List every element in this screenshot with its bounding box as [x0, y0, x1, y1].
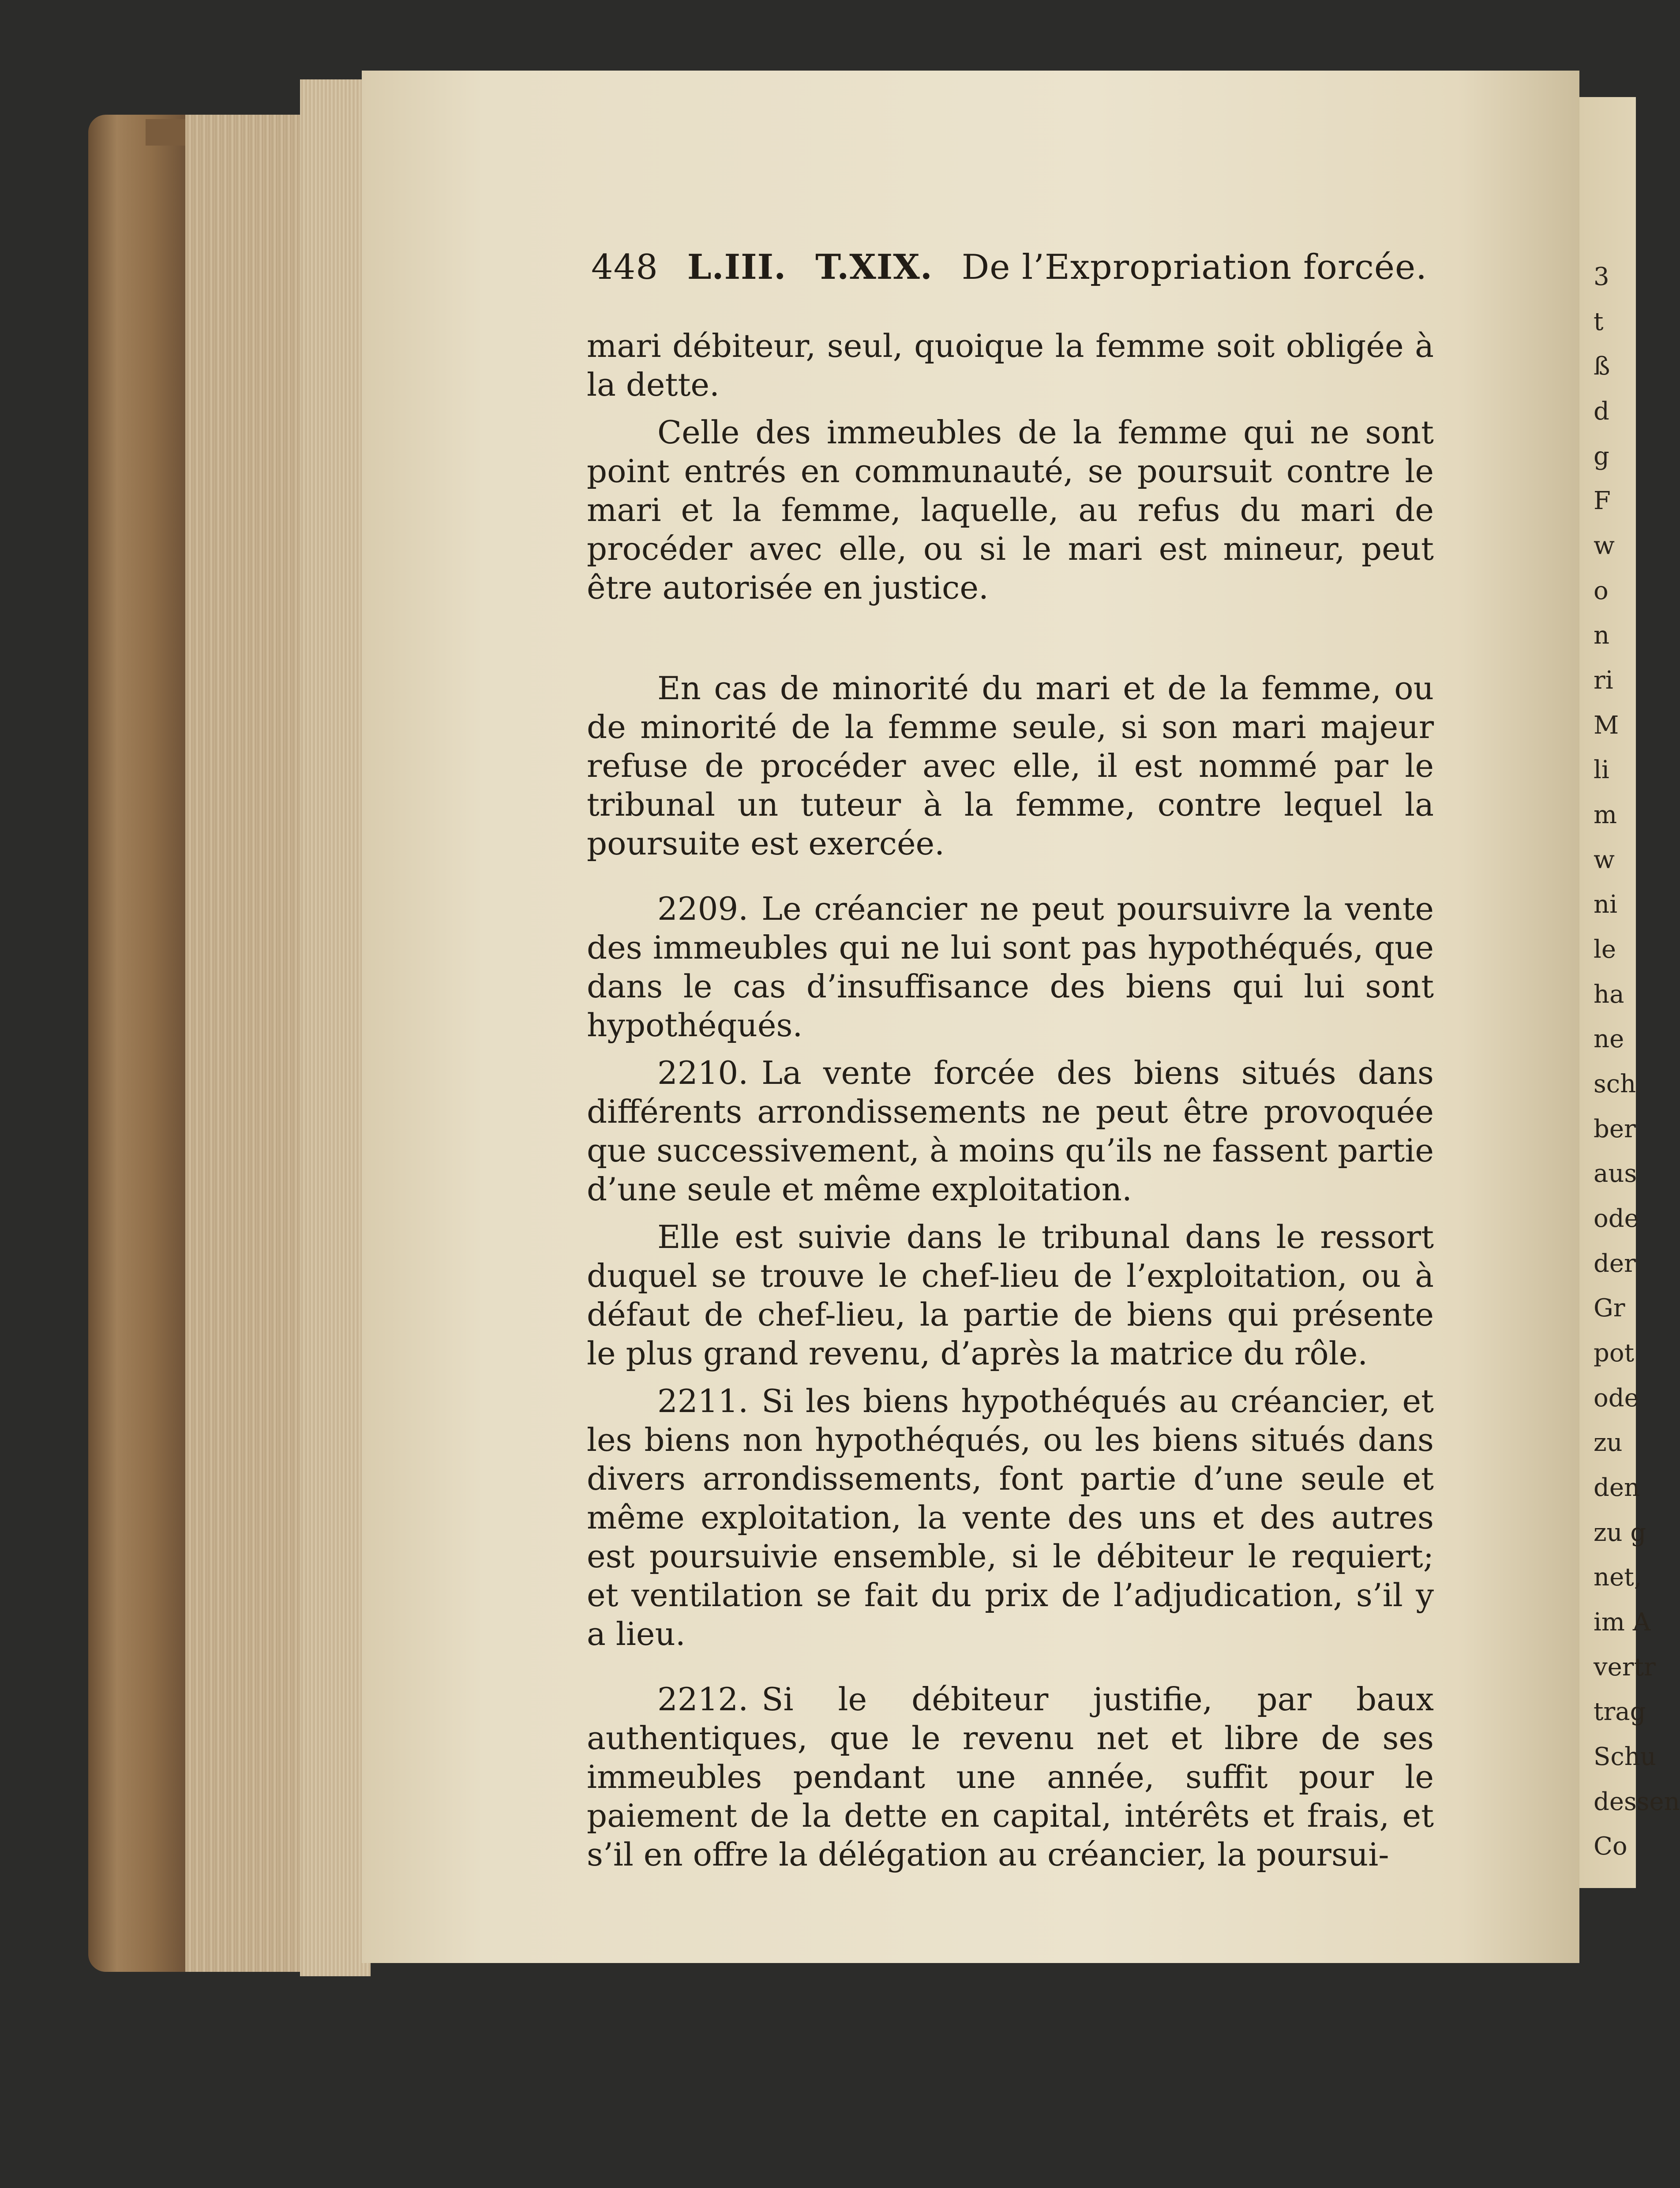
right-page-fragment: den — [1594, 1473, 1640, 1502]
right-page-fragment: le — [1594, 935, 1616, 964]
right-page-fragment: o — [1594, 576, 1609, 605]
right-page-fragment: m — [1594, 801, 1617, 829]
right-page-fragment: vertr — [1594, 1652, 1656, 1682]
right-page-fragment: trag — [1594, 1697, 1646, 1727]
article-number: 2211. — [657, 1382, 749, 1420]
right-page-fragment: ni — [1594, 890, 1617, 919]
right-page-fragment: g — [1594, 442, 1609, 471]
right-page-fragment: w — [1594, 532, 1615, 560]
right-page-fragment: t — [1594, 307, 1604, 336]
title-number: T.XIX. — [815, 247, 933, 287]
paragraph-text: Si le débiteur justifie, par baux authentiques, que le revenu net et libre de ses immeubles pendant une année, suffit pour le paiement de la dette en capital, intérêts et frais, et s’il en offre la délégation au créancier, la poursui- — [587, 1681, 1434, 1873]
body-text — [587, 326, 1434, 1883]
article-2209 — [587, 889, 1434, 1045]
paragraph-text: Elle est suivie dans le tribunal dans le ressort duquel se trouve le chef-lieu de l’exploitation, ou à défaut de chef-lieu, la partie de biens qui présente le plus grand revenu, d’après la matrice du rôle. — [587, 1218, 1434, 1372]
paragraph-text: La vente forcée des biens situés dans différents arrondissements ne peut être provoquée que successivement, à moins qu’ils ne fassent partie d’une seule et même exploitation. — [587, 1054, 1434, 1208]
right-page-fragment: aus — [1594, 1159, 1637, 1188]
right-page-fragment: n — [1594, 621, 1610, 650]
article-number: 2212. — [657, 1681, 749, 1718]
right-page-fragment: der — [1594, 1249, 1636, 1278]
right-page-fragment: ß — [1594, 352, 1610, 381]
article-2212 — [587, 1680, 1434, 1874]
right-page-fragment: ber — [1594, 1114, 1636, 1143]
right-page-fragment: ri — [1594, 666, 1613, 695]
paragraph-text: Si les biens hypothéqués au créancier, et les biens non hypothéqués, ou les biens situés dans divers arrondissements, font partie d’une seule et même exploitation, la vente des uns et des autres est poursuivie ensemble, si le débiteur le requiert; et ventilation se fait du prix de l’adjudication, s’il y a lieu. — [587, 1382, 1434, 1652]
right-page-fragment: dessen — [1594, 1787, 1680, 1816]
right-page-fragment: li — [1594, 756, 1609, 785]
right-page-fragment: sch — [1594, 1070, 1636, 1098]
right-page-fragment: d — [1594, 397, 1609, 426]
paragraph — [587, 413, 1434, 607]
right-page-fragment: F — [1594, 487, 1611, 516]
paragraph-text: En cas de minorité du mari et de la femme, ou de minorité de la femme seule, si son mari majeur refuse de procéder avec elle, il est nommé par le tribunal un tuteur à la femme, contre lequel la poursuite est exercée. — [587, 670, 1434, 862]
paragraph-text: Celle des immeubles de la femme qui ne sont point entrés en communauté, se poursuit contre le mari et la femme, laquelle, au refus du mari de procéder avec elle, ou si le mari est mineur, peut être autorisée en justice. — [587, 414, 1434, 606]
right-page-fragment: zu — [1594, 1428, 1623, 1457]
page-number: 448 — [591, 247, 658, 287]
paragraph — [587, 1218, 1434, 1373]
right-page-fragment: ode — [1594, 1383, 1639, 1412]
right-page-fragment: Co — [1594, 1832, 1628, 1861]
article-2211 — [587, 1382, 1434, 1653]
right-page-fragment: M — [1594, 711, 1619, 740]
right-page-fragment: zu g — [1594, 1518, 1646, 1547]
right-page-fragment: net, — [1594, 1563, 1642, 1592]
article-number: 2209. — [657, 890, 749, 927]
book-number: L.III. — [687, 247, 787, 287]
right-page-fragment: ha — [1594, 980, 1624, 1009]
running-header — [591, 247, 1429, 287]
right-page-fragment: Gr — [1594, 1294, 1625, 1323]
paragraph-continuation — [587, 326, 1434, 404]
article-2210 — [587, 1053, 1434, 1209]
right-page-fragment: 3 — [1594, 262, 1609, 291]
right-page-fragment: ne — [1594, 1025, 1624, 1054]
right-page-fragment: Schu — [1594, 1742, 1656, 1771]
paragraph-text: mari débiteur, seul, quoique la femme soit obligée à la dette. — [587, 327, 1434, 403]
right-page-fragment: im A — [1594, 1608, 1651, 1637]
section-subject: De l’Expropriation forcée. — [961, 247, 1427, 287]
article-number: 2210. — [657, 1054, 749, 1091]
right-page-fragment: pot — [1594, 1339, 1635, 1368]
paragraph-text: Le créancier ne peut poursuivre la vente des immeubles qui ne lui sont pas hypothéqués, que dans le cas d’insuffisance des biens qui lui sont hypothéqués. — [587, 890, 1434, 1044]
paragraph — [587, 669, 1434, 863]
right-page-fragment: w — [1594, 845, 1615, 874]
page-edges-inner — [300, 79, 371, 1976]
right-page-fragment: ode — [1594, 1204, 1639, 1233]
